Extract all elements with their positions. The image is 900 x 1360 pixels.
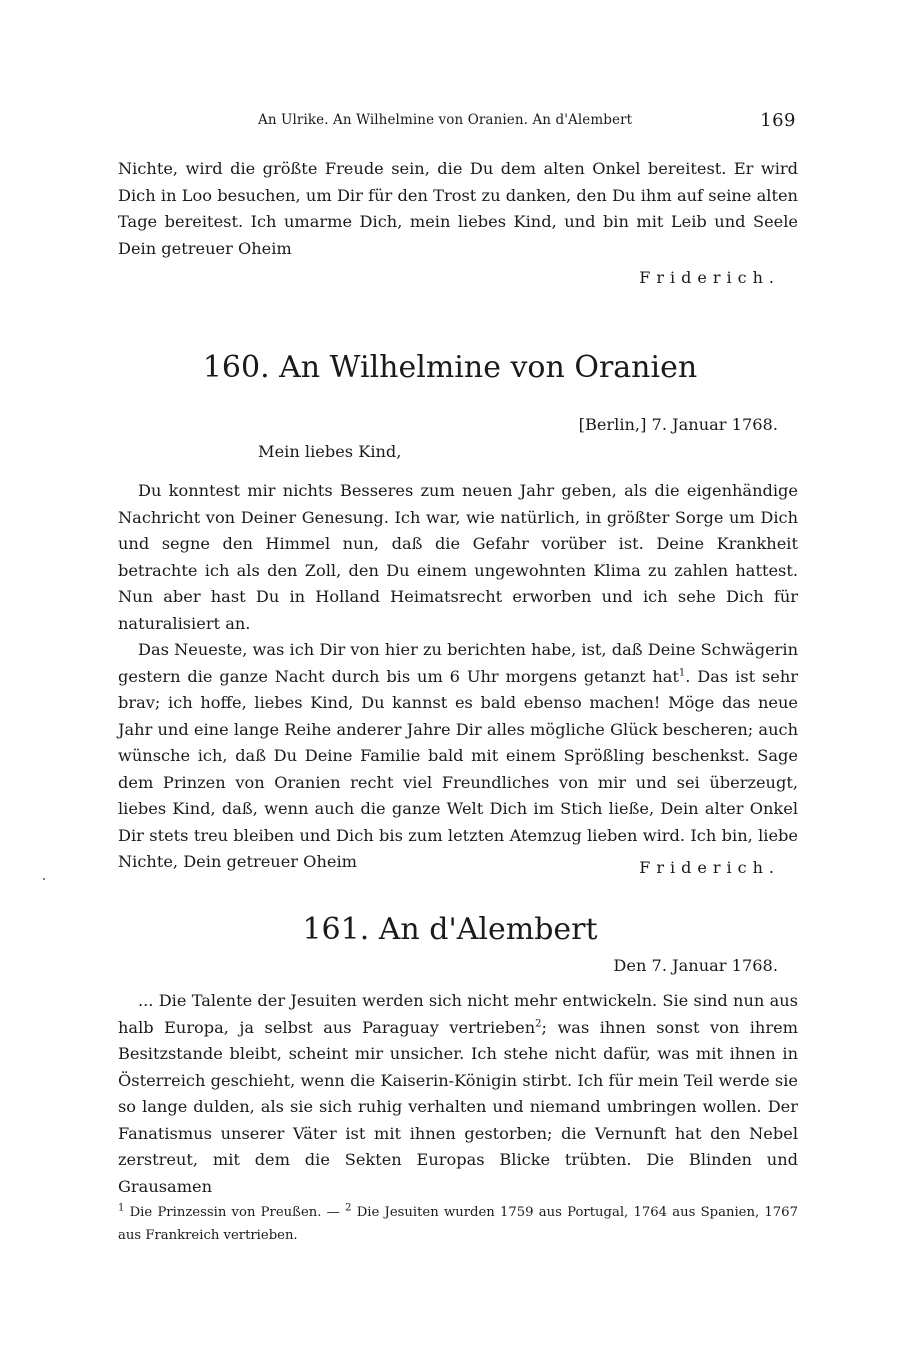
footnote-ref-2: 2 [535, 1018, 542, 1030]
letter-161-dateline: Den 7. Januar 1768. [613, 956, 778, 975]
letter-160-signature: Friderich. [639, 858, 780, 877]
footnotes [118, 1201, 798, 1247]
letter-161-paragraph-1 [118, 988, 798, 1200]
letter-161-heading: 161. An d'Alembert [302, 912, 598, 947]
footnote-2-text: Die Jesuiten wurden 1759 aus Portugal, 1764 aus Spanien, 1767 aus Frankreich vertrieben. [118, 1205, 798, 1243]
letter-161-body [118, 988, 798, 1200]
opening-paragraph-block [118, 156, 798, 262]
opening-paragraph: Nichte, wird die größte Freude sein, die Du dem alten Onkel bereitest. Er wird Dich in Loo besuchen, um Dir für den Trost zu danken, den Du ihm auf seine alten Tage bereitest. Ich umarme Dich, mein liebes Kind, und bin mit Leib und Seele Dein getreuer Oheim [118, 159, 798, 258]
letter-161-paragraph-1-part-b: ; was ihnen sonst von ihrem Besitzstande bleibt, scheint mir unsicher. Ich stehe nicht dafür, was mit ihnen in Österreich geschieht, wenn die Kaiserin-Königin stirbt. Ich für mein Teil werde sie so lange dulden, als sie sich ruhig verhalten und niemand umbringen wollen. Der Fanatismus unserer Väter ist mit ihnen gestorben; die Vernunft hat den Nebel zerstreut, mit dem die Sekten Europas Blicke trübten. Die Blinden und Grausamen [118, 1017, 798, 1196]
letter-160-paragraph-2-part-b: . Das ist sehr brav; ich hoffe, liebes Kind, Du kannst es bald ebenso machen! Möge das neue Jahr und eine lange Reihe anderer Jahre Dir alles mögliche Glück bescheren; auch wünsche ich, daß Du Deine Familie bald mit einem Sprößling beschenkst. Sage dem Prinzen von Oranien recht viel Freundliches von mir und sei überzeugt, liebes Kind, daß, wenn auch die ganze Welt Dich im Stich ließe, Dein alter Onkel Dir stets treu bleiben und Dich bis zum letzten Atemzug lieben wird. Ich bin, liebe Nichte, Dein getreuer Oheim [118, 666, 799, 871]
page-number: 169 [760, 110, 796, 131]
letter-160-paragraph-1: Du konntest mir nichts Besseres zum neuen Jahr geben, als die eigenhändige Nachricht von Deiner Genesung. Ich war, wie natürlich, in größter Sorge um Dich und segne den Himmel nun, daß die Gefahr vorüber ist. Deine Krankheit betrachte ich als den Zoll, den Du einem ungewohnten Klima zu zahlen hattest. Nun aber hast Du in Holland Heimatsrecht erworben und ich sehe Dich für naturalisiert an. [118, 481, 798, 633]
opening-signature: Friderich. [639, 268, 780, 287]
letter-161-paragraph-1-part-a: ... Die Talente der Jesuiten werden sich nicht mehr entwickeln. Sie sind nun aus halb Europa, ja selbst aus Paraguay vertrieben [118, 991, 798, 1037]
footnote-1-mark: 1 [118, 1202, 125, 1214]
letter-160-paragraph-2 [118, 637, 798, 876]
letter-160-heading: 160. An Wilhelmine von Oranien [202, 350, 698, 385]
letter-160-dateline: [Berlin,] 7. Januar 1768. [578, 415, 778, 434]
letter-160-salutation: Mein liebes Kind, [258, 442, 402, 461]
footnote-1-text: Die Prinzessin von Preußen. — [129, 1205, 340, 1220]
letter-160-paragraph-2-part-a: Das Neueste, was ich Dir von hier zu berichten habe, ist, daß Deine Schwägerin gestern die ganze Nacht durch bis um 6 Uhr morgens getanzt hat [118, 640, 798, 686]
footnote-ref-1: 1 [678, 667, 686, 679]
page-header [118, 110, 798, 134]
scan-speck [43, 878, 45, 880]
footnote-2-mark: 2 [345, 1202, 352, 1214]
letter-160-body [118, 478, 798, 876]
running-head: An Ulrike. An Wilhelmine von Oranien. An d'Alembert [258, 112, 633, 128]
